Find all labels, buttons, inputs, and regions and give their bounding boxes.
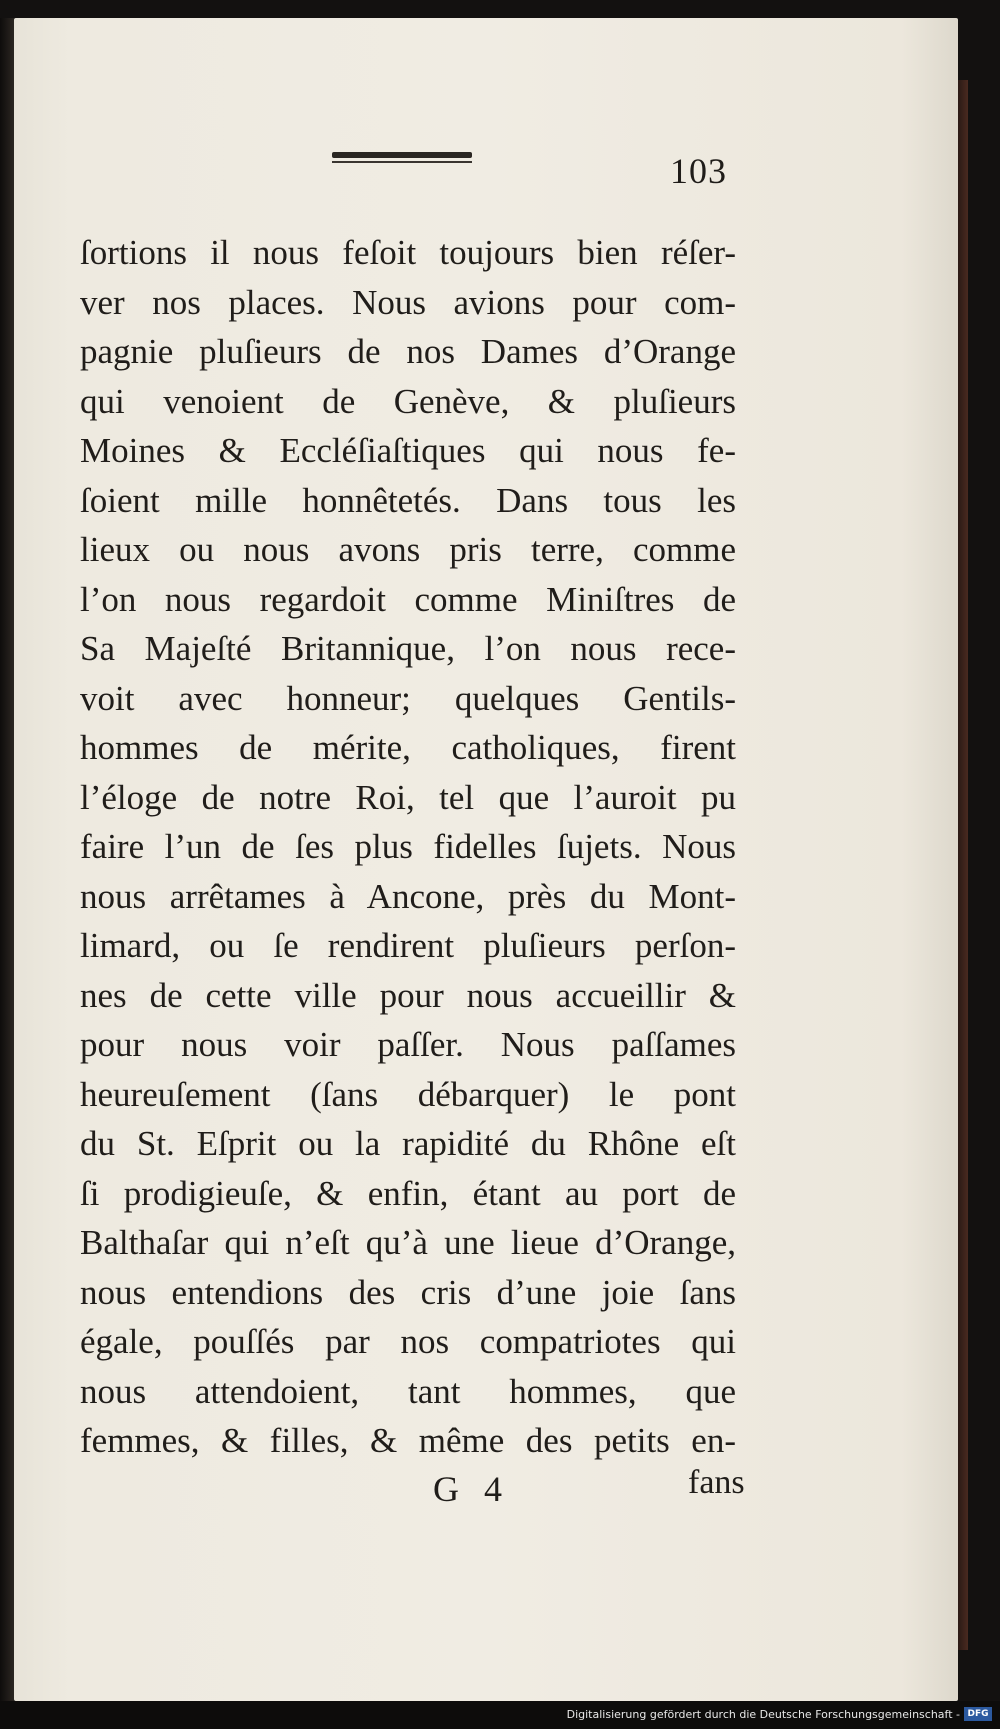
text-line: faire l’un de ſes plus fidelles ſujets. Nous (80, 827, 736, 866)
text-line: femmes, & filles, & même des petits en- (80, 1421, 736, 1460)
text-line: nous entendions des cris d’une joie ſans (80, 1272, 736, 1312)
ornament-thick-rule (332, 152, 472, 158)
page-number: 103 (670, 151, 727, 191)
digitization-credit: Digitalisierung gefördert durch die Deutsche Forschungsgemeinschaft - (566, 1708, 960, 1721)
header-ornament-rule (332, 152, 472, 163)
text-line: nous attendoient, tant hommes, que (80, 1371, 736, 1411)
catchword: fans (688, 1464, 745, 1501)
text-line: ver nos places. Nous avions pour com- (80, 282, 736, 322)
text-line: l’éloge de notre Roi, tel que l’auroit pu (80, 777, 736, 817)
text-line: voit avec honneur; quelques Gentils- (80, 678, 736, 718)
text-line: égale, pouſſés par nos compatriotes qui (80, 1322, 736, 1361)
text-line: ſoient mille honnêtetés. Dans tous les (80, 480, 736, 520)
ornament-thin-rule (332, 161, 472, 163)
text-line: hommes de mérite, catholiques, firent (80, 728, 736, 767)
text-line: nous arrêtames à Ancone, près du Mont- (80, 876, 736, 916)
text-line: ſortions il nous feſoit toujours bien réſer- (80, 233, 736, 272)
text-line: Sa Majeſté Britannique, l’on nous rece- (80, 629, 736, 668)
text-line: heureuſement (ſans débarquer) le pont (80, 1074, 736, 1114)
text-line: Moines & Eccléſiaſtiques qui nous fe- (80, 431, 736, 470)
dfg-logo: DFG (964, 1707, 992, 1721)
book-binding-shadow (0, 18, 14, 1701)
text-line: Balthaſar qui n’eſt qu’à une lieue d’Orange, (80, 1223, 736, 1262)
text-line: pagnie pluſieurs de nos Dames d’Orange (80, 332, 736, 371)
text-line: qui venoient de Genève, & pluſieurs (80, 381, 736, 421)
text-line: l’on nous regardoit comme Miniſtres de (80, 579, 736, 619)
signature-mark: G 4 (433, 1469, 510, 1509)
text-line: ſi prodigieuſe, & enfin, étant au port de (80, 1173, 736, 1213)
text-line: limard, ou ſe rendirent pluſieurs perſon- (80, 926, 736, 965)
text-line: nes de cette ville pour nous accueillir & (80, 975, 736, 1015)
text-line: lieux ou nous avons pris terre, comme (80, 530, 736, 569)
text-line: pour nous voir paſſer. Nous paſſames (80, 1025, 736, 1064)
text-line: du St. Eſprit ou la rapidité du Rhône eſt (80, 1124, 736, 1163)
body-text (80, 228, 736, 1466)
book-edge (958, 80, 968, 1650)
